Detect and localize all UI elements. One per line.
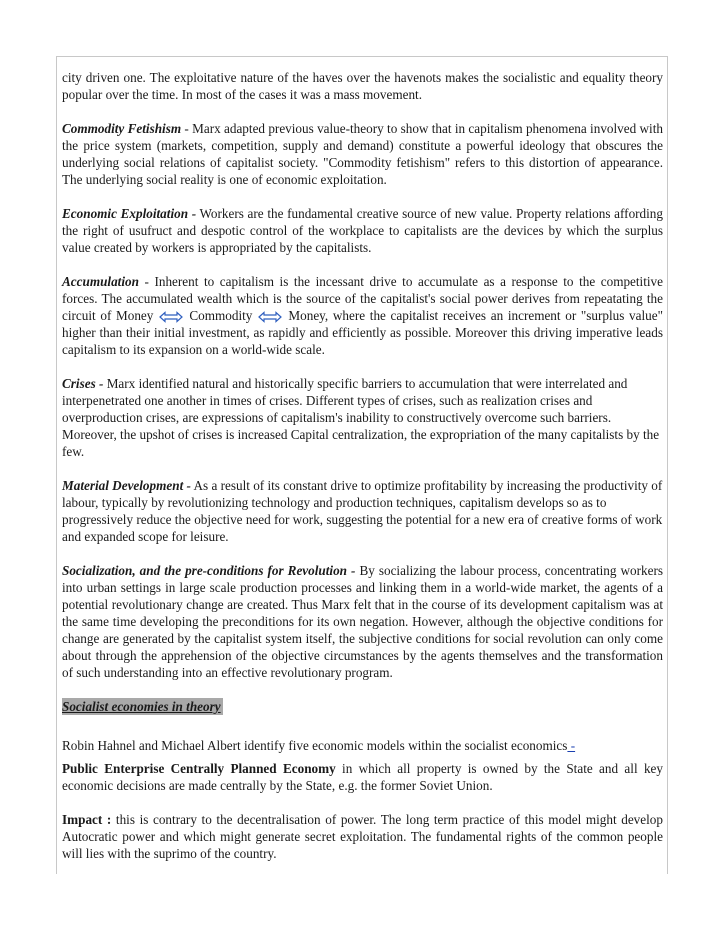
term-economic-exploitation: Economic Exploitation -	[62, 206, 197, 221]
term-commodity-fetishism: Commodity Fetishism	[62, 121, 182, 136]
term-crises: Crises -	[62, 376, 104, 391]
term-material-development: Material Development -	[62, 478, 191, 493]
paragraph-intro-continuation: city driven one. The exploitative nature of the haves over the havenots makes the socialistic and equality theory popular over the time. In most of the cases it was a mass movement.	[62, 70, 663, 102]
paragraph-economic-exploitation	[62, 205, 663, 256]
separator: -	[181, 121, 193, 136]
paragraph-models-intro	[62, 737, 663, 754]
paragraph-impact	[62, 811, 663, 862]
double-arrow-icon	[159, 311, 183, 323]
paragraph-material-development	[62, 477, 663, 545]
paragraph-accumulation	[62, 273, 663, 358]
material-development-text: As a result of its constant drive to optimize profitability by increasing the productivity of labour, typically by revolutionizing technology and production techniques, capitalism develops so as to progressively reduce the objective need for work, suggesting the potential for a new era of creative forms of work and expanded scope for leisure.	[62, 478, 663, 544]
reference-link[interactable]: -	[567, 738, 576, 753]
section-heading: Socialist economies in theory	[62, 699, 221, 714]
commodity-fetishism-text: Marx adapted previous value-theory to show that in capitalism phenomena involved with the price system (markets, competition, supply and demand) constitute a powerful ideology that obscures the underlying social relations of capitalist society. "Commodity fetishism" refers to this distortion of appearance. The underlying social reality is one of economic exploitation.	[62, 121, 663, 187]
accumulation-text-a: - Inherent to capitalism is the incessant drive to accumulate as a response to the competitive forces. The accumulated wealth which is the source of the capitalist's social power derives from repeatating the circuit of Money	[62, 274, 663, 323]
impact-text: this is contrary to the decentralisation of power. The long term practice of this model might develop Autocratic power and which might generate secret exploitation. The fundamental rights of the common people will lies with the suprimo of the country.	[62, 812, 663, 861]
document-page	[56, 56, 668, 874]
term-impact: Impact :	[62, 812, 112, 827]
models-intro-text: Robin Hahnel and Michael Albert identify five economic models within the socialist economics	[62, 738, 568, 753]
term-accumulation: Accumulation	[62, 274, 139, 289]
socialization-text: By socializing the labour process, concentrating workers into urban settings in large scale production processes and linking them in a world-wide market, the agents of a potential revolutionary change are created. Thus Marx felt that in the course of its development capitalism was at the same time developing the preconditions for its own negation. However, although the objective conditions for change are generated by the capitalist system itself, the subjective conditions for social revolution can only come about through the apprehension of the objective circumstances by the agents themselves and the transformation of such understanding into an effective revolutionary program.	[62, 563, 663, 680]
document-body	[62, 69, 663, 879]
economic-exploitation-text: Workers are the fundamental creative source of new value. Property relations affording the right of usufruct and despotic control of the workplace to capitalists are the devices by which the surplus value created by workers is appropriated by the capitalists.	[62, 206, 663, 255]
paragraph-public-enterprise	[62, 760, 663, 794]
crises-text: Marx identified natural and historically specific barriers to accumulation that were interrelated and interpenetrated one another in times of crises. Different types of crises, such as realization crises and overproduction crises, are expressions of capitalism's inability to constructively overcome such barriers. Moreover, the upshot of crises is increased Capital centralization, the expropriation of the many capitalists by the few.	[62, 376, 660, 459]
term-public-enterprise: Public Enterprise Centrally Planned Economy	[62, 761, 336, 776]
paragraph-commodity-fetishism	[62, 120, 663, 188]
accumulation-text-b: Commodity	[189, 308, 253, 323]
public-enterprise-text: in which all property is owned by the State and all key economic decisions are made centrally by the State, e.g. the former Soviet Union.	[62, 761, 663, 793]
accumulation-text-c: Money, where the capitalist receives an increment or "surplus value" higher than their initial investment, as rapidly and efficiently as possible. Moreover this driving imperative leads capitalism to its expansion on a world-wide scale.	[62, 308, 663, 357]
term-socialization: Socialization, and the pre-conditions for Revolution -	[62, 563, 356, 578]
paragraph-socialization	[62, 562, 663, 681]
double-arrow-icon	[258, 311, 282, 323]
paragraph-crises	[62, 375, 663, 460]
section-heading-block	[62, 698, 663, 715]
